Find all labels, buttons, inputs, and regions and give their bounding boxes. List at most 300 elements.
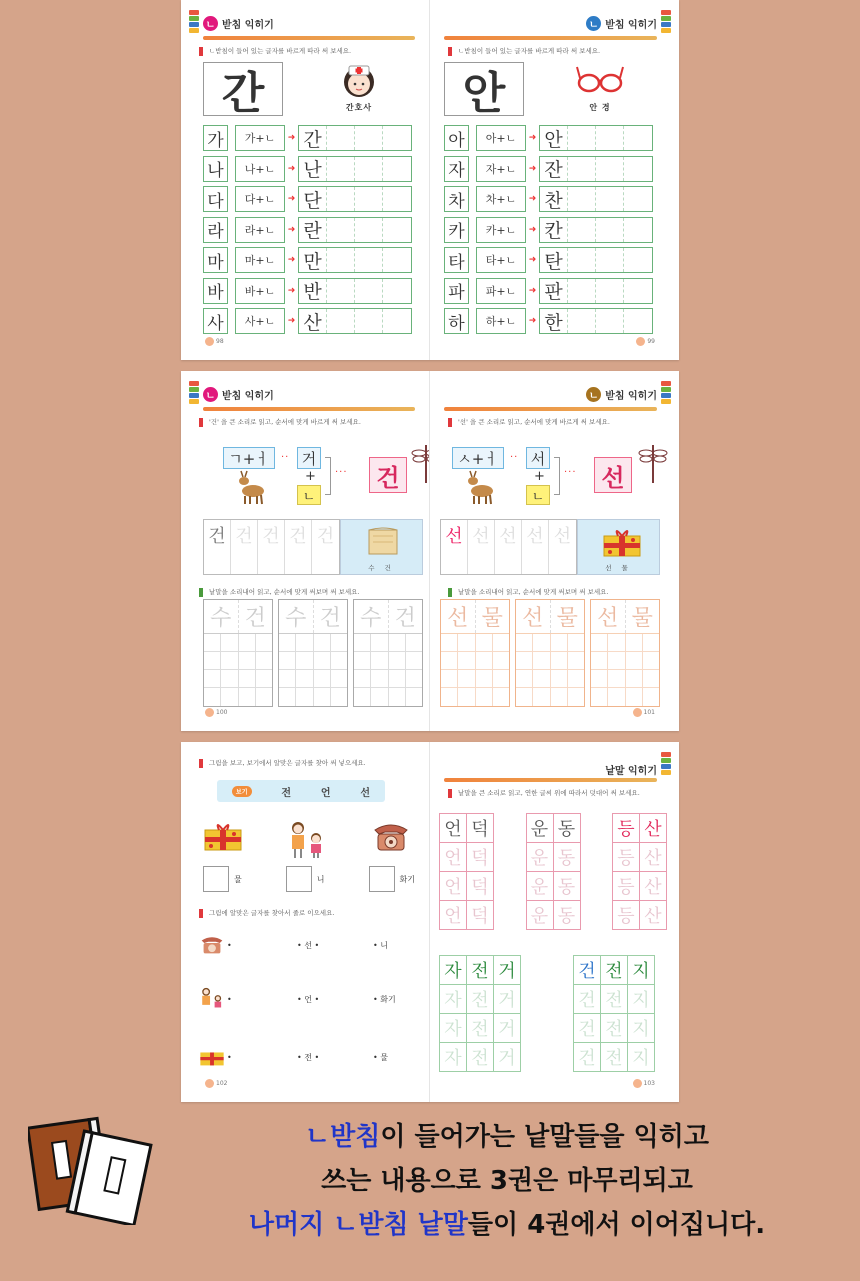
page-header xyxy=(605,758,657,780)
word-block xyxy=(590,599,660,707)
dots-icon: ··· xyxy=(335,467,348,478)
big-character: 안 xyxy=(444,62,524,116)
middle-box: 서 xyxy=(526,447,550,469)
trace-syllable: 덕 xyxy=(466,900,494,930)
dragonfly-icon xyxy=(638,441,668,485)
word-syllable: 등 xyxy=(612,813,640,843)
word-block xyxy=(440,814,494,930)
trace-syllable: 자 xyxy=(439,1013,467,1043)
trace-syllable: 거 xyxy=(493,984,521,1014)
trace-syllable: 등 xyxy=(612,842,640,872)
arrow-icon: ➜ xyxy=(287,255,296,266)
pencil-icon xyxy=(199,47,203,56)
practice-cell: 선 xyxy=(441,520,468,574)
word-syllable: 전 xyxy=(600,955,628,985)
answer-box[interactable] xyxy=(203,866,229,892)
word-block xyxy=(613,814,667,930)
base-syllable: 사 xyxy=(203,308,228,334)
instruction-2 xyxy=(199,908,419,918)
word-block xyxy=(440,956,521,1072)
word-syllable: 선 xyxy=(441,600,476,633)
syllable-equation xyxy=(452,447,679,507)
spread-1 xyxy=(181,0,679,360)
pencil-icon xyxy=(199,418,203,427)
word-syllable: 산 xyxy=(639,813,667,843)
trace-syllable: 덕 xyxy=(466,871,494,901)
arrow-icon: ➜ xyxy=(528,224,537,235)
writing-grid xyxy=(539,125,653,151)
page-header xyxy=(586,383,657,405)
word-block xyxy=(203,599,273,707)
word-syllable: 물 xyxy=(556,606,578,631)
result-syllable: 난 xyxy=(299,157,327,181)
writing-grid xyxy=(298,278,412,304)
instruction-text: '선' 을 큰 소리로 읽고, 순서에 맞게 바르게 써 보세요. xyxy=(458,418,610,426)
bottom-caption xyxy=(172,1115,842,1247)
base-syllable: 마 xyxy=(203,247,228,273)
result-syllable: 탄 xyxy=(540,248,568,272)
practice-row xyxy=(444,215,659,246)
word-syllable: 선 xyxy=(591,600,626,633)
combo: 자+ㄴ xyxy=(476,156,526,182)
fill-suffix: 물 xyxy=(234,874,242,884)
trace-syllable: 언 xyxy=(439,900,467,930)
caption-line-2: 쓰는 내용으로 3권은 마무리되고 xyxy=(321,1166,693,1196)
result-syllable: 만 xyxy=(299,248,327,272)
nurse-icon xyxy=(335,58,383,102)
practice-cell: 선 xyxy=(553,526,572,547)
header-badge: ㄴ xyxy=(203,16,218,31)
match-mid[interactable]: • 선 • xyxy=(297,940,320,950)
choice: 언 xyxy=(320,787,331,799)
trace-syllable: 전 xyxy=(600,1013,628,1043)
page-98 xyxy=(181,0,430,360)
instruction-text: 낱말을 큰 소리로 읽고, 연한 글씨 위에 따라서 덧대어 써 보세요. xyxy=(458,789,640,797)
caption-text: 들이 4권에서 이어집니다. xyxy=(467,1210,766,1240)
word-block xyxy=(440,599,510,707)
trace-syllable: 동 xyxy=(553,842,581,872)
word-syllable: 수 xyxy=(279,600,314,633)
sisters-icon xyxy=(197,984,227,1014)
base-syllable: 카 xyxy=(444,217,469,243)
practice-row xyxy=(444,184,659,215)
glasses-icon xyxy=(576,58,624,102)
base-syllable: 차 xyxy=(444,186,469,212)
result-syllable: 찬 xyxy=(540,187,568,211)
base-syllable: 하 xyxy=(444,308,469,334)
instruction xyxy=(448,46,669,56)
writing-cells xyxy=(203,519,340,575)
fill-suffix: 니 xyxy=(316,874,325,884)
trace-syllable: 자 xyxy=(439,1042,467,1072)
base-syllable: 파 xyxy=(444,278,469,304)
dots-icon: ·· xyxy=(281,452,290,463)
combo: 차+ㄴ xyxy=(476,186,526,212)
trace-syllable: 전 xyxy=(466,984,494,1014)
middle-box: 거 xyxy=(297,447,321,469)
top-word-blocks xyxy=(440,814,667,930)
trace-syllable: 동 xyxy=(553,900,581,930)
caption-highlight: ㄴ받침 xyxy=(305,1122,381,1152)
match-row: • • 선 • • 니 xyxy=(197,934,417,956)
trace-syllable: 운 xyxy=(526,900,554,930)
fill-suffix: 화기 xyxy=(399,874,415,884)
page-number: 101 xyxy=(633,708,655,717)
header-wave xyxy=(444,778,657,782)
arrow-icon: ➜ xyxy=(528,316,537,327)
instruction xyxy=(199,417,419,427)
picture-caption: 간호사 xyxy=(345,103,373,112)
combo: 라+ㄴ xyxy=(235,217,285,243)
crayon-stack-icon xyxy=(189,381,199,409)
combo: 나+ㄴ xyxy=(235,156,285,182)
trace-syllable: 건 xyxy=(573,1013,601,1043)
practice-row xyxy=(203,184,417,215)
practice-cell: 건 xyxy=(204,520,231,574)
page-header xyxy=(203,383,274,405)
writing-grid xyxy=(539,247,653,273)
trace-syllable: 전 xyxy=(600,984,628,1014)
picture-panel xyxy=(340,519,423,575)
writing-grid xyxy=(298,308,412,334)
base-syllable: 타 xyxy=(444,247,469,273)
gift-icon xyxy=(197,1046,227,1068)
word-syllable: 물 xyxy=(631,606,653,631)
picture-row xyxy=(201,820,413,860)
trace-syllable: 운 xyxy=(526,871,554,901)
match-right[interactable]: • 물 xyxy=(373,1052,388,1062)
result-syllable: 잔 xyxy=(540,157,568,181)
trace-syllable: 산 xyxy=(639,871,667,901)
word-syllable: 건 xyxy=(319,606,341,631)
page-header xyxy=(203,12,274,34)
combo: 아+ㄴ xyxy=(476,125,526,151)
page-header xyxy=(586,12,657,34)
dots-icon: ·· xyxy=(510,452,519,463)
instruction-text: ㄴ받침이 들어 있는 글자를 바르게 따라 써 보세요. xyxy=(209,47,352,55)
trace-syllable: 전 xyxy=(466,1042,494,1072)
combo: 바+ㄴ xyxy=(235,278,285,304)
instruction-text: 낱말을 소리내어 읽고, 순서에 맞게 써보며 써 보세요. xyxy=(209,588,360,596)
practice-strip xyxy=(203,519,423,575)
trace-syllable: 언 xyxy=(439,842,467,872)
choices-tag: 보기 xyxy=(232,786,252,797)
bracket xyxy=(554,457,560,495)
picture xyxy=(570,58,630,118)
word-syllable: 동 xyxy=(553,813,581,843)
pencil-icon xyxy=(199,759,203,768)
trace-syllable: 언 xyxy=(439,871,467,901)
writing-grid xyxy=(539,217,653,243)
arrow-icon: ➜ xyxy=(287,224,296,235)
trace-syllable: 건 xyxy=(573,1042,601,1072)
instruction xyxy=(199,46,419,56)
header-title: 받침 익히기 xyxy=(605,390,657,402)
result-syllable: 란 xyxy=(299,218,327,242)
writing-cells xyxy=(440,519,577,575)
choice: 전 xyxy=(281,787,292,799)
header-title: 받침 익히기 xyxy=(222,390,274,402)
word-block xyxy=(574,956,655,1072)
practice-cell: 건 xyxy=(258,520,285,574)
picture-caption: 선 물 xyxy=(605,564,632,572)
practice-row xyxy=(444,154,659,185)
arrow-icon: ➜ xyxy=(528,255,537,266)
trace-syllable: 거 xyxy=(493,1042,521,1072)
page-number: 98 xyxy=(205,337,224,346)
header-title: 받침 익히기 xyxy=(222,19,274,31)
instruction xyxy=(448,417,669,427)
final-box: ㄴ xyxy=(526,485,550,505)
writing-grid xyxy=(539,186,653,212)
gift-icon xyxy=(201,820,245,854)
word-block xyxy=(527,814,581,930)
writing-grid xyxy=(298,247,412,273)
pencil-icon xyxy=(199,909,203,918)
practice-row xyxy=(203,215,417,246)
arrow-icon: ➜ xyxy=(287,163,296,174)
crayon-stack-icon xyxy=(189,10,199,38)
word-syllable: 선 xyxy=(516,600,551,633)
header-badge: ㄴ xyxy=(586,16,601,31)
bottom-word-blocks xyxy=(440,956,655,1072)
pencil-icon xyxy=(448,418,452,427)
practice-cell: 건 xyxy=(285,520,312,574)
arrow-icon: ➜ xyxy=(287,285,296,296)
match-right[interactable]: • 화기 xyxy=(373,994,396,1004)
picture xyxy=(329,58,389,118)
caption-text: 이 들어가는 낱말들을 익히고 xyxy=(380,1122,709,1152)
combo: 사+ㄴ xyxy=(235,308,285,334)
word-syllable: 덕 xyxy=(466,813,494,843)
trace-syllable: 전 xyxy=(466,1013,494,1043)
spread-2 xyxy=(181,371,679,731)
result-box: 선 xyxy=(594,457,632,493)
result-syllable: 반 xyxy=(299,279,327,303)
arrow-icon: ➜ xyxy=(528,133,537,144)
writing-grid xyxy=(298,186,412,212)
writing-grid xyxy=(539,308,653,334)
instruction-text: ㄴ받침이 들어 있는 글자를 바르게 따라 써 보세요. xyxy=(458,47,601,55)
match-row: • • 언 • • 화기 xyxy=(197,984,417,1014)
header-wave xyxy=(203,407,415,411)
page-100 xyxy=(181,371,430,731)
word-syllable: 건 xyxy=(244,606,266,631)
answer-box[interactable] xyxy=(286,866,312,892)
arrow-icon: ➜ xyxy=(528,285,537,296)
picture-caption: 안 경 xyxy=(589,103,611,112)
match-right[interactable]: • 니 xyxy=(373,940,388,950)
instruction-text: 그림을 보고, 보기에서 알맞은 글자를 찾아 써 넣으세요. xyxy=(209,759,366,767)
word-syllable: 지 xyxy=(627,955,655,985)
word-syllable: 거 xyxy=(493,955,521,985)
header-wave xyxy=(444,36,657,40)
practice-rows xyxy=(203,123,417,337)
word-syllable: 건 xyxy=(573,955,601,985)
practice-row xyxy=(203,154,417,185)
base-syllable: 가 xyxy=(203,125,228,151)
trace-syllable: 건 xyxy=(573,984,601,1014)
crayon-stack-icon xyxy=(661,752,671,780)
arrow-icon: ➜ xyxy=(528,194,537,205)
practice-cell: 선 xyxy=(468,520,495,574)
writing-grid xyxy=(539,278,653,304)
combo: 마+ㄴ xyxy=(235,247,285,273)
telephone-icon xyxy=(197,934,227,956)
page-99 xyxy=(430,0,679,360)
plus-sign: + xyxy=(305,469,316,484)
word-syllable: 자 xyxy=(439,955,467,985)
combo: 하+ㄴ xyxy=(476,308,526,334)
arrow-icon: ➜ xyxy=(287,316,296,327)
page-102 xyxy=(181,742,430,1102)
base-syllable: 아 xyxy=(444,125,469,151)
trace-syllable: 지 xyxy=(627,984,655,1014)
word-syllable: 건 xyxy=(394,606,416,631)
result-syllable: 단 xyxy=(299,187,327,211)
parts-box: ㄱ+ㅓ xyxy=(223,447,275,469)
final-box: ㄴ xyxy=(297,485,321,505)
writing-grid xyxy=(298,125,412,151)
base-syllable: 나 xyxy=(203,156,228,182)
trace-syllable: 산 xyxy=(639,900,667,930)
word-block xyxy=(515,599,585,707)
practice-row xyxy=(444,123,659,154)
instruction-text: 그림에 알맞은 글자를 찾아서 줄로 이으세요. xyxy=(209,909,335,917)
crayon-stack-icon xyxy=(661,10,671,38)
fill-item xyxy=(203,866,242,892)
word-grid xyxy=(440,599,660,707)
page-number: 102 xyxy=(205,1079,227,1088)
result-syllable: 산 xyxy=(299,309,327,333)
combo: 타+ㄴ xyxy=(476,247,526,273)
instruction-text: '건' 을 큰 소리로 읽고, 순서에 맞게 바르게 써 보세요. xyxy=(209,418,361,426)
towel-icon xyxy=(363,526,403,560)
result-syllable: 한 xyxy=(540,309,568,333)
fill-in-row xyxy=(203,866,415,892)
header-wave xyxy=(444,407,657,411)
instruction-text: 낱말을 소리내어 읽고, 순서에 맞게 써보며 써 보세요. xyxy=(458,588,609,596)
instruction xyxy=(448,788,669,798)
caption-highlight: 나머지 ㄴ받침 낱말 xyxy=(248,1210,468,1240)
page-103 xyxy=(430,742,679,1102)
arrow-icon: ➜ xyxy=(287,194,296,205)
trace-syllable: 지 xyxy=(627,1013,655,1043)
instruction-2 xyxy=(448,587,669,597)
trace-syllable: 자 xyxy=(439,984,467,1014)
parts-box: ㅅ+ㅓ xyxy=(452,447,504,469)
telephone-icon xyxy=(369,820,413,854)
trace-syllable: 덕 xyxy=(466,842,494,872)
trace-syllable: 산 xyxy=(639,842,667,872)
pencil-icon xyxy=(199,588,203,597)
result-syllable: 안 xyxy=(540,126,568,150)
syllable-equation xyxy=(211,447,430,507)
header-badge: ㄴ xyxy=(586,387,601,402)
pencil-icon xyxy=(448,588,452,597)
trace-syllable: 동 xyxy=(553,871,581,901)
bracket xyxy=(325,457,331,495)
choice: 선 xyxy=(360,787,371,799)
fill-item xyxy=(369,866,415,892)
base-syllable: 바 xyxy=(203,278,228,304)
practice-cell: 건 xyxy=(316,526,335,547)
spread-3 xyxy=(181,742,679,1102)
arrow-icon: ➜ xyxy=(287,133,296,144)
pencil-icon xyxy=(448,47,452,56)
picture-panel xyxy=(577,519,660,575)
dots-icon: ··· xyxy=(564,467,577,478)
combo: 카+ㄴ xyxy=(476,217,526,243)
trace-syllable: 등 xyxy=(612,871,640,901)
word-block xyxy=(353,599,423,707)
practice-cell: 선 xyxy=(495,520,522,574)
combo: 다+ㄴ xyxy=(235,186,285,212)
page-number: 99 xyxy=(636,337,655,346)
caption-line-3 xyxy=(172,1203,842,1247)
practice-row xyxy=(203,245,417,276)
dragonfly-icon xyxy=(411,441,430,485)
deer-icon xyxy=(462,469,496,505)
header-wave xyxy=(203,36,415,40)
base-syllable: 자 xyxy=(444,156,469,182)
big-character: 간 xyxy=(203,62,283,116)
practice-row xyxy=(444,245,659,276)
answer-box[interactable] xyxy=(369,866,395,892)
header-title: 낱말 익히기 xyxy=(605,765,657,777)
trace-syllable: 등 xyxy=(612,900,640,930)
practice-rows xyxy=(444,123,659,337)
match-mid[interactable]: • 전 • xyxy=(297,1052,320,1062)
result-syllable: 간 xyxy=(299,126,327,150)
base-syllable: 라 xyxy=(203,217,228,243)
caption-line-1 xyxy=(172,1115,842,1159)
base-syllable: 다 xyxy=(203,186,228,212)
page-number: 103 xyxy=(633,1079,655,1088)
match-row: • • 전 • • 물 xyxy=(197,1046,417,1068)
word-block xyxy=(278,599,348,707)
practice-row xyxy=(444,276,659,307)
trace-syllable: 운 xyxy=(526,842,554,872)
practice-row xyxy=(444,306,659,337)
word-syllable: 운 xyxy=(526,813,554,843)
instruction-2 xyxy=(199,587,419,597)
word-syllable: 언 xyxy=(439,813,467,843)
page-101 xyxy=(430,371,679,731)
word-syllable: 수 xyxy=(204,600,239,633)
match-mid[interactable]: • 언 • xyxy=(297,994,320,1004)
picture-caption: 수 건 xyxy=(368,564,395,572)
word-grid xyxy=(203,599,423,707)
books-icon xyxy=(28,1115,160,1225)
trace-syllable: 전 xyxy=(600,1042,628,1072)
fill-item xyxy=(286,866,325,892)
practice-row xyxy=(203,276,417,307)
combo: 파+ㄴ xyxy=(476,278,526,304)
practice-row xyxy=(203,123,417,154)
practice-cell: 선 xyxy=(522,520,549,574)
header-title: 받침 익히기 xyxy=(605,19,657,31)
result-syllable: 판 xyxy=(540,279,568,303)
result-box: 건 xyxy=(369,457,407,493)
header-badge: ㄴ xyxy=(203,387,218,402)
crayon-stack-icon xyxy=(661,381,671,409)
word-syllable: 수 xyxy=(354,600,389,633)
writing-grid xyxy=(298,156,412,182)
instruction xyxy=(199,758,419,768)
combo: 가+ㄴ xyxy=(235,125,285,151)
gift-icon xyxy=(600,526,644,560)
